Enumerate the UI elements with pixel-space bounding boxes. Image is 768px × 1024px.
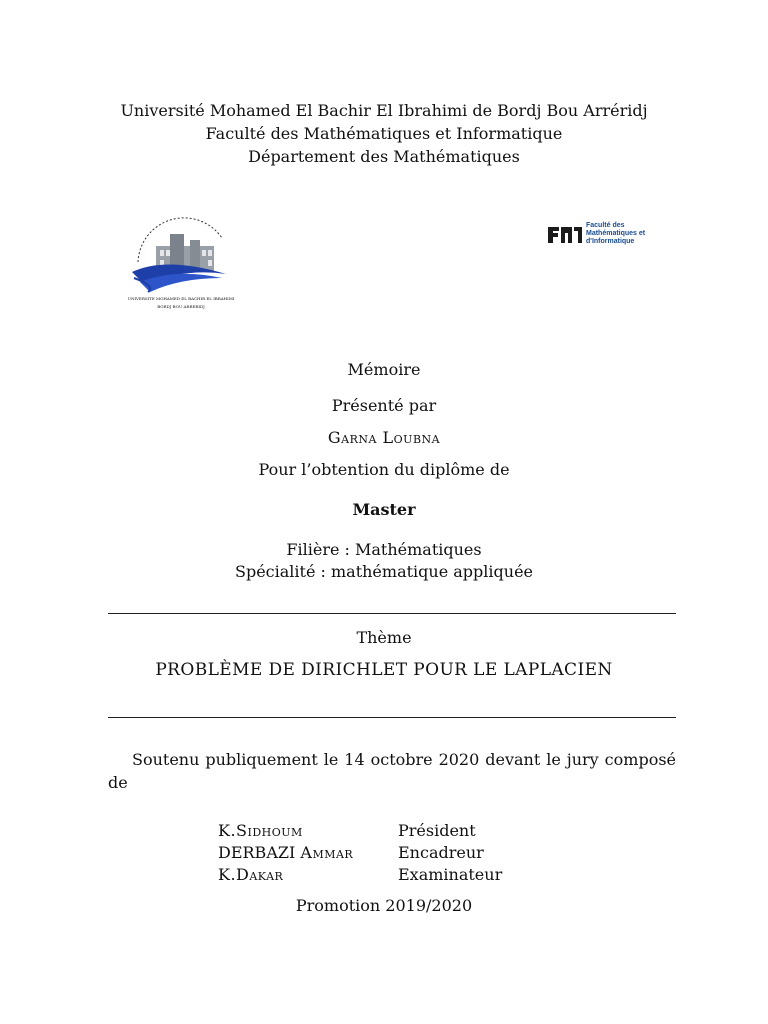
document-type: Mémoire (347, 360, 421, 379)
jury-member-name: K.Sidhoum (218, 821, 303, 840)
jury-row (218, 843, 618, 865)
jury-member-name: K.Dakar (218, 865, 284, 884)
faculty-logo (546, 222, 656, 252)
university-name: Université Mohamed El Bachir El Ibrahimi de Bordj Bou Arréridj (120, 101, 648, 120)
jury-row (218, 821, 618, 843)
fmi-text-2: Mathématiques et (586, 230, 646, 237)
specialite: Spécialité : mathématique appliquée (235, 562, 533, 581)
bottom-divider (108, 717, 676, 718)
filiere: Filière : Mathématiques (286, 540, 482, 559)
presented-by: Présenté par (331, 396, 437, 415)
author-name: Garna Loubna (327, 428, 441, 447)
thesis-title: PROBLÈME DE DIRICHLET POUR LE LAPLACIEN (155, 660, 613, 680)
faculty-name: Faculté des Mathématiques et Informatique (205, 124, 563, 143)
degree-name: Master (352, 500, 416, 519)
jury-member-role: Examinateur (398, 865, 503, 884)
university-logo (126, 212, 236, 316)
logo-caption-2: BORDJ BOU ARRERIDJ (157, 304, 205, 309)
theme-label: Thème (356, 628, 412, 647)
jury-member-role: Président (398, 821, 476, 840)
defense-statement: Soutenu publiquement le 14 octobre 2020 devant le jury composé de (108, 750, 676, 792)
degree-purpose: Pour l’obtention du diplôme de (258, 460, 510, 479)
fmi-logo-icon (546, 225, 584, 245)
top-divider (108, 613, 676, 614)
department-name: Département des Mathématiques (248, 147, 520, 166)
jury-member-name: DERBAZI Ammar (218, 843, 354, 862)
jury-member-role: Encadreur (398, 843, 484, 862)
logo-caption-1: UNIVERSITE MOHAMED EL BACHIR EL IBRAHIMI (127, 296, 235, 301)
fmi-text-1: Faculté des (586, 222, 625, 229)
fmi-text-3: d'Informatique (586, 238, 635, 245)
jury-row (218, 865, 618, 887)
promotion: Promotion 2019/2020 (295, 896, 473, 915)
